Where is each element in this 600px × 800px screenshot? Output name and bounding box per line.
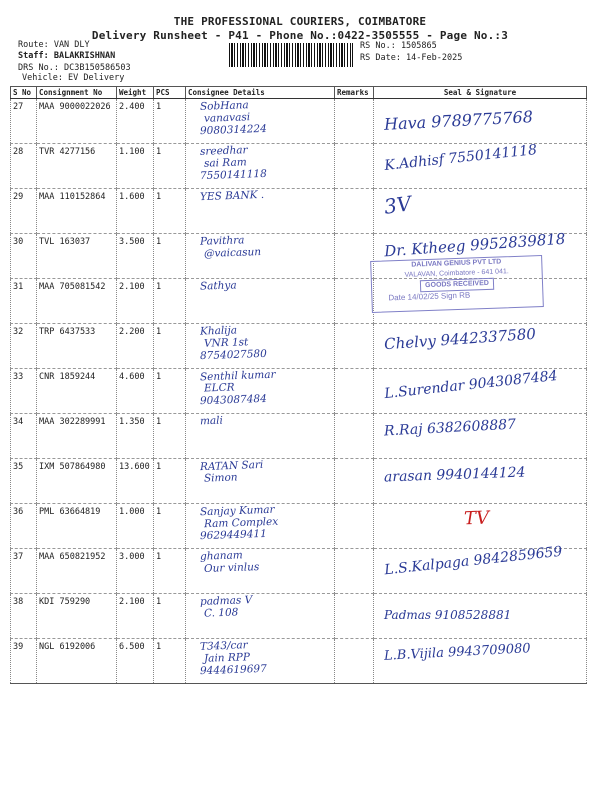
remarks-cell bbox=[335, 594, 374, 639]
barcode bbox=[229, 43, 353, 67]
seal-signature-cell bbox=[374, 594, 587, 639]
row-pcs: 1 bbox=[154, 459, 186, 504]
consignee-line: 9444619697 bbox=[199, 662, 267, 678]
table-row bbox=[11, 639, 587, 684]
consignee-line: 9043087484 bbox=[199, 392, 267, 408]
row-sno: 36 bbox=[11, 504, 37, 549]
remarks-cell bbox=[335, 324, 374, 369]
handwritten-signature: arasan 9940144124 bbox=[383, 464, 526, 486]
consignee-line: YES BANK . bbox=[199, 188, 265, 204]
consignment-number: MAA 9000022026 bbox=[37, 99, 117, 144]
consignee-line: RATAN Sari bbox=[199, 458, 264, 474]
row-pcs: 1 bbox=[154, 594, 186, 639]
remarks-cell bbox=[335, 99, 374, 144]
col-pcs: PCS bbox=[154, 87, 186, 99]
table-row bbox=[11, 99, 587, 144]
seal-signature-cell bbox=[374, 504, 587, 549]
col-consignee: Consignee Details bbox=[186, 87, 335, 99]
handwritten-signature: Hava 9789775768 bbox=[383, 107, 534, 134]
row-pcs: 1 bbox=[154, 504, 186, 549]
row-sno: 35 bbox=[11, 459, 37, 504]
table-row bbox=[11, 549, 587, 594]
row-weight: 1.600 bbox=[117, 189, 154, 234]
consignment-number: KDI 759290 bbox=[37, 594, 117, 639]
row-weight: 2.200 bbox=[117, 324, 154, 369]
runsheet-table bbox=[10, 86, 587, 684]
consignment-number: PML 63664819 bbox=[37, 504, 117, 549]
staff-label: Staff: bbox=[18, 51, 49, 61]
row-weight: 4.600 bbox=[117, 369, 154, 414]
consignment-number: NGL 6192006 bbox=[37, 639, 117, 684]
consignee-line: C. 108 bbox=[203, 606, 239, 620]
handwritten-signature: L.S.Kalpaga 9842859659 bbox=[383, 543, 564, 579]
table-row bbox=[11, 144, 587, 189]
stamp-address: VALAVAN, Coimbatore - 641 041. bbox=[404, 268, 509, 279]
rs-date: RS Date: 14-Feb-2025 bbox=[360, 53, 463, 63]
table-row bbox=[11, 369, 587, 414]
consignment-number: TVL 163037 bbox=[37, 234, 117, 279]
table-row bbox=[11, 459, 587, 504]
consignee-details bbox=[186, 639, 335, 684]
row-weight: 2.400 bbox=[117, 99, 154, 144]
row-pcs: 1 bbox=[154, 189, 186, 234]
seal-signature-cell bbox=[374, 99, 587, 144]
consignee-line: Sathya bbox=[199, 279, 237, 293]
row-weight: 1.100 bbox=[117, 144, 154, 189]
remarks-cell bbox=[335, 459, 374, 504]
table-row bbox=[11, 414, 587, 459]
row-weight: 2.100 bbox=[117, 279, 154, 324]
consignee-details bbox=[186, 594, 335, 639]
stamp-goods-received: GOODS RECEIVED bbox=[420, 278, 494, 293]
consignee-line: 9080314224 bbox=[199, 122, 267, 138]
consignee-details bbox=[186, 459, 335, 504]
stamp-date-sign: Date 14/02/25 Sign RB bbox=[388, 290, 471, 303]
remarks-cell bbox=[335, 234, 374, 279]
remarks-cell bbox=[335, 549, 374, 594]
consignee-details bbox=[186, 549, 335, 594]
consignee-details bbox=[186, 279, 335, 324]
consignee-line: Senthil kumar bbox=[199, 368, 276, 384]
table-row bbox=[11, 594, 587, 639]
consignee-details bbox=[186, 144, 335, 189]
col-signature: Seal & Signature bbox=[374, 87, 587, 99]
row-pcs: 1 bbox=[154, 144, 186, 189]
seal-signature-cell bbox=[374, 369, 587, 414]
col-sno: S No bbox=[11, 87, 37, 99]
row-pcs: 1 bbox=[154, 414, 186, 459]
consignee-line: Pavithra bbox=[199, 234, 245, 248]
consignee-line: vanavasi bbox=[203, 111, 251, 125]
row-sno: 33 bbox=[11, 369, 37, 414]
consignee-line: 9629449411 bbox=[199, 527, 267, 543]
remarks-cell bbox=[335, 504, 374, 549]
consignee-line: Simon bbox=[203, 471, 238, 485]
consignee-line: Jain RPP bbox=[203, 651, 251, 665]
staff-value: BALAKRISHNAN bbox=[53, 51, 116, 61]
handwritten-signature: TV bbox=[463, 507, 490, 530]
seal-signature-cell bbox=[374, 459, 587, 504]
consignment-number: TVR 4277156 bbox=[37, 144, 117, 189]
consignee-line: VNR 1st bbox=[203, 336, 249, 350]
row-weight: 3.000 bbox=[117, 549, 154, 594]
row-pcs: 1 bbox=[154, 369, 186, 414]
row-pcs: 1 bbox=[154, 99, 186, 144]
remarks-cell bbox=[335, 144, 374, 189]
consignee-line: T343/car bbox=[199, 639, 248, 653]
remarks-cell bbox=[335, 369, 374, 414]
consignee-line: 8754027580 bbox=[199, 347, 267, 363]
consignee-line: ghanam bbox=[199, 549, 243, 563]
row-pcs: 1 bbox=[154, 234, 186, 279]
consignee-details bbox=[186, 414, 335, 459]
row-weight: 13.600 bbox=[117, 459, 154, 504]
consignee-line: sreedhar bbox=[199, 144, 248, 158]
handwritten-signature: K.Adhisf 7550141118 bbox=[383, 142, 538, 174]
consignee-line: padmas V bbox=[199, 594, 253, 608]
handwritten-signature: Dr. Ktheeg 9952839818 bbox=[383, 229, 566, 261]
drs-number: DRS No.: DC3B150586503 bbox=[18, 63, 131, 73]
consignee-details bbox=[186, 369, 335, 414]
consignee-line: Ram Complex bbox=[203, 515, 279, 531]
row-sno: 37 bbox=[11, 549, 37, 594]
runsheet-subtitle: Delivery Runsheet - P41 - Phone No.:0422-3505555 - Page No.:3 bbox=[91, 29, 509, 42]
consignment-number: MAA 650821952 bbox=[37, 549, 117, 594]
company-title: THE PROFESSIONAL COURIERS, COIMBATORE bbox=[173, 15, 427, 28]
consignee-details bbox=[186, 189, 335, 234]
table-row bbox=[11, 504, 587, 549]
consignment-number: MAA 110152864 bbox=[37, 189, 117, 234]
handwritten-signature: Chelvy 9442337580 bbox=[383, 324, 537, 354]
handwritten-signature: L.B.Vijila 9943709080 bbox=[383, 641, 532, 664]
table-row bbox=[11, 324, 587, 369]
consignment-number: IXM 507864980 bbox=[37, 459, 117, 504]
col-weight: Weight bbox=[117, 87, 154, 99]
row-weight: 1.000 bbox=[117, 504, 154, 549]
row-sno: 34 bbox=[11, 414, 37, 459]
seal-signature-cell bbox=[374, 543, 587, 594]
seal-signature-cell bbox=[374, 324, 587, 369]
row-sno: 39 bbox=[11, 639, 37, 684]
row-weight: 6.500 bbox=[117, 639, 154, 684]
rs-number: RS No.: 1505865 bbox=[360, 41, 437, 51]
consignee-details bbox=[186, 99, 335, 144]
remarks-cell bbox=[335, 639, 374, 684]
row-sno: 31 bbox=[11, 279, 37, 324]
consignee-line: 7550141118 bbox=[199, 167, 267, 183]
consignment-number: MAA 705081542 bbox=[37, 279, 117, 324]
seal-signature-cell bbox=[374, 144, 587, 189]
row-sno: 28 bbox=[11, 144, 37, 189]
vehicle-info: Vehicle: EV Delivery bbox=[22, 73, 125, 83]
handwritten-signature: 3V bbox=[382, 191, 413, 219]
consignee-line: mali bbox=[199, 414, 224, 428]
remarks-cell bbox=[335, 279, 374, 324]
consignment-number: TRP 6437533 bbox=[37, 324, 117, 369]
consignee-line: ELCR bbox=[203, 381, 235, 395]
seal-signature-cell bbox=[374, 189, 587, 234]
table-header-row bbox=[11, 87, 587, 99]
row-sno: 38 bbox=[11, 594, 37, 639]
handwritten-signature: L.Surendar 9043087484 bbox=[383, 367, 559, 403]
consignment-number: MAA 302289991 bbox=[37, 414, 117, 459]
seal-signature-cell bbox=[374, 414, 587, 459]
row-sno: 30 bbox=[11, 234, 37, 279]
row-sno: 32 bbox=[11, 324, 37, 369]
route-info: Route: VAN DLY bbox=[18, 40, 90, 50]
row-pcs: 1 bbox=[154, 549, 186, 594]
consignee-line: Khalija bbox=[199, 324, 238, 338]
col-consignment: Consignment No bbox=[37, 87, 117, 99]
staff-info bbox=[18, 51, 115, 61]
table-row bbox=[11, 189, 587, 234]
consignee-line: Our vinlus bbox=[203, 561, 260, 575]
row-sno: 27 bbox=[11, 99, 37, 144]
consignee-line: Sanjay Kumar bbox=[199, 503, 275, 519]
row-pcs: 1 bbox=[154, 324, 186, 369]
consignee-line: @vaicasun bbox=[203, 246, 262, 260]
row-weight: 3.500 bbox=[117, 234, 154, 279]
seal-signature-cell bbox=[374, 639, 587, 684]
row-pcs: 1 bbox=[154, 639, 186, 684]
goods-received-stamp bbox=[370, 255, 544, 313]
consignee-details bbox=[186, 234, 335, 279]
stamp-company: DALIVAN GENIUS PVT LTD bbox=[411, 258, 502, 269]
col-remarks: Remarks bbox=[335, 87, 374, 99]
remarks-cell bbox=[335, 189, 374, 234]
remarks-cell bbox=[335, 414, 374, 459]
handwritten-signature: Padmas 9108528881 bbox=[384, 608, 512, 622]
consignee-line: SobHana bbox=[199, 99, 249, 113]
handwritten-signature: R.Raj 6382608887 bbox=[383, 416, 517, 440]
row-weight: 2.100 bbox=[117, 594, 154, 639]
consignment-number: CNR 1859244 bbox=[37, 369, 117, 414]
row-pcs: 1 bbox=[154, 279, 186, 324]
consignee-details bbox=[186, 504, 335, 549]
consignee-details bbox=[186, 324, 335, 369]
row-weight: 1.350 bbox=[117, 414, 154, 459]
row-sno: 29 bbox=[11, 189, 37, 234]
consignee-line: sai Ram bbox=[203, 156, 247, 170]
